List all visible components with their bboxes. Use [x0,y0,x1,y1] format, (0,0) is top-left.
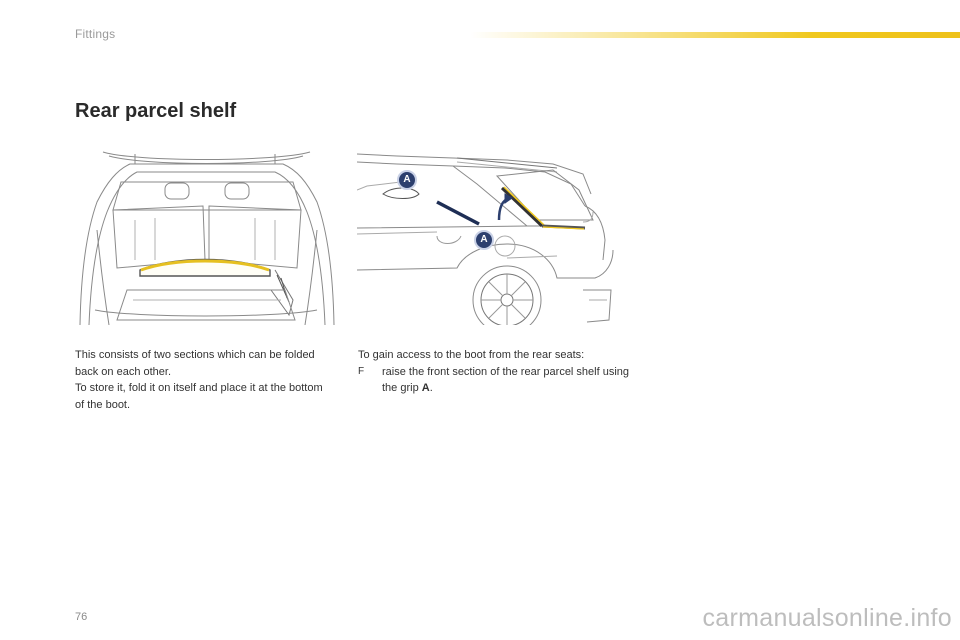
page-number: 76 [75,611,88,623]
car-side-illustration [357,150,615,325]
callout-a-top: A [397,170,417,190]
grip-label: A [421,382,430,394]
watermark: carmanualsonline.info [702,604,952,632]
page-title: Rear parcel shelf [75,100,237,122]
boot-interior-illustration [75,150,338,325]
callout-a-bottom: A [474,230,494,250]
access-intro: To gain access to the boot from the rear seats: [358,349,585,361]
shelf-description: This consists of two sections which can be folded back on each other. [75,349,315,378]
access-step [358,364,638,397]
header-accent-bar [470,32,960,38]
storage-instructions [75,347,330,413]
step-text [382,364,638,397]
access-instructions [358,347,638,397]
storage-instruction: To store it, fold it on itself and place it at the bottom of the boot. [75,382,323,411]
step-body: raise the front section of the rear parcel shelf using the grip [382,365,630,394]
step-end: . [429,382,433,394]
step-bullet-icon: F [358,365,365,377]
section-label: Fittings [75,27,116,41]
